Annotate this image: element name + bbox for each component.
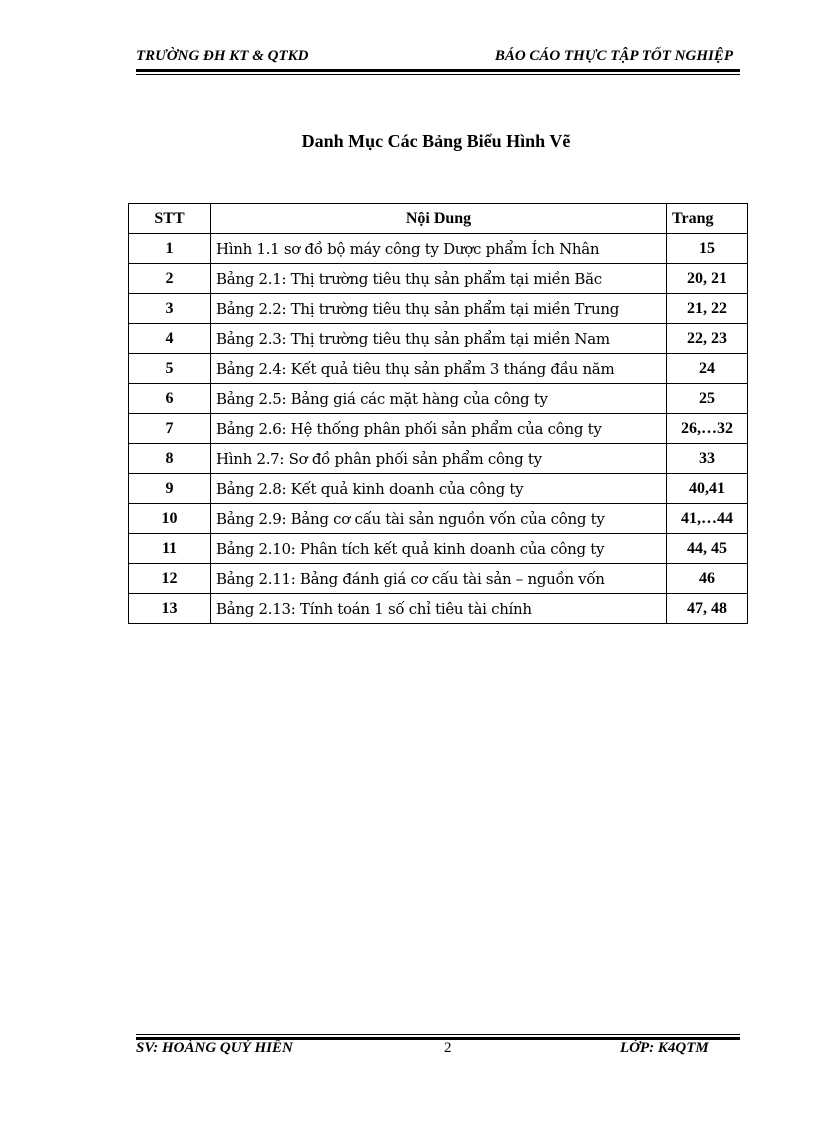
row-page: 40,41 (667, 474, 748, 504)
row-stt: 12 (129, 564, 211, 594)
row-content: Bảng 2.6: Hệ thống phân phối sản phẩm của công ty (211, 414, 667, 444)
row-stt: 5 (129, 354, 211, 384)
table-row (129, 534, 748, 564)
row-content: Bảng 2.9: Bảng cơ cấu tài sản nguồn vốn của công ty (211, 504, 667, 534)
header-rule-thin (136, 74, 740, 75)
table-row (129, 564, 748, 594)
row-page: 22, 23 (667, 324, 748, 354)
row-page: 26,…32 (667, 414, 748, 444)
row-page: 47, 48 (667, 594, 748, 624)
table-row (129, 384, 748, 414)
row-content: Bảng 2.11: Bảng đánh giá cơ cấu tài sản – nguồn vốn (211, 564, 667, 594)
page-title: Danh Mục Các Bảng Biểu Hình Vẽ (301, 131, 571, 151)
row-stt: 9 (129, 474, 211, 504)
row-stt: 11 (129, 534, 211, 564)
row-page: 15 (667, 234, 748, 264)
table-row (129, 504, 748, 534)
table-row (129, 324, 748, 354)
row-content: Bảng 2.10: Phân tích kết quả kinh doanh của công ty (211, 534, 667, 564)
row-content: Bảng 2.8: Kết quả kinh doanh của công ty (211, 474, 667, 504)
table-header-row (129, 204, 748, 234)
row-page: 25 (667, 384, 748, 414)
row-page: 41,…44 (667, 504, 748, 534)
row-content: Hình 1.1 sơ đồ bộ máy công ty Dược phẩm Ích Nhân (211, 234, 667, 264)
row-stt: 13 (129, 594, 211, 624)
table-row (129, 294, 748, 324)
row-stt: 6 (129, 384, 211, 414)
table-row (129, 414, 748, 444)
row-content: Bảng 2.1: Thị trường tiêu thụ sản phẩm tại miền Băc (211, 264, 667, 294)
table-row (129, 264, 748, 294)
row-page: 20, 21 (667, 264, 748, 294)
header-rule-thick (136, 69, 740, 72)
toc-table (128, 203, 748, 624)
header-school: TRƯỜNG ĐH KT & QTKD (136, 48, 309, 64)
table-row (129, 594, 748, 624)
row-content: Hình 2.7: Sơ đồ phân phối sản phẩm công ty (211, 444, 667, 474)
row-page: 24 (667, 354, 748, 384)
footer-rule-thin (136, 1034, 740, 1035)
column-header-content: Nội Dung (211, 204, 667, 234)
row-page: 44, 45 (667, 534, 748, 564)
row-content: Bảng 2.4: Kết quả tiêu thụ sản phẩm 3 tháng đầu năm (211, 354, 667, 384)
table-row (129, 234, 748, 264)
row-stt: 8 (129, 444, 211, 474)
row-stt: 4 (129, 324, 211, 354)
row-content: Bảng 2.3: Thị trường tiêu thụ sản phẩm tại miền Nam (211, 324, 667, 354)
row-page: 46 (667, 564, 748, 594)
footer-student-name: SV: HOÀNG QUÝ HIỀN (136, 1040, 293, 1056)
footer-page-number: 2 (444, 1040, 452, 1056)
header-report-type: BÁO CÁO THỰC TẬP TỐT NGHIỆP (494, 48, 733, 64)
page-header (136, 48, 739, 70)
row-stt: 1 (129, 234, 211, 264)
row-stt: 2 (129, 264, 211, 294)
table-row (129, 354, 748, 384)
row-stt: 3 (129, 294, 211, 324)
row-stt: 10 (129, 504, 211, 534)
row-page: 21, 22 (667, 294, 748, 324)
column-header-stt: STT (129, 204, 211, 234)
column-header-page: Trang (667, 204, 748, 234)
row-page: 33 (667, 444, 748, 474)
table-row (129, 474, 748, 504)
table-row (129, 444, 748, 474)
row-stt: 7 (129, 414, 211, 444)
row-content: Bảng 2.2: Thị trường tiêu thụ sản phẩm tại miền Trung (211, 294, 667, 324)
page-footer (136, 1040, 740, 1062)
row-content: Bảng 2.13: Tính toán 1 số chỉ tiêu tài chính (211, 594, 667, 624)
row-content: Bảng 2.5: Bảng giá các mặt hàng của công ty (211, 384, 667, 414)
footer-class: LỚP: K4QTM (620, 1040, 709, 1056)
